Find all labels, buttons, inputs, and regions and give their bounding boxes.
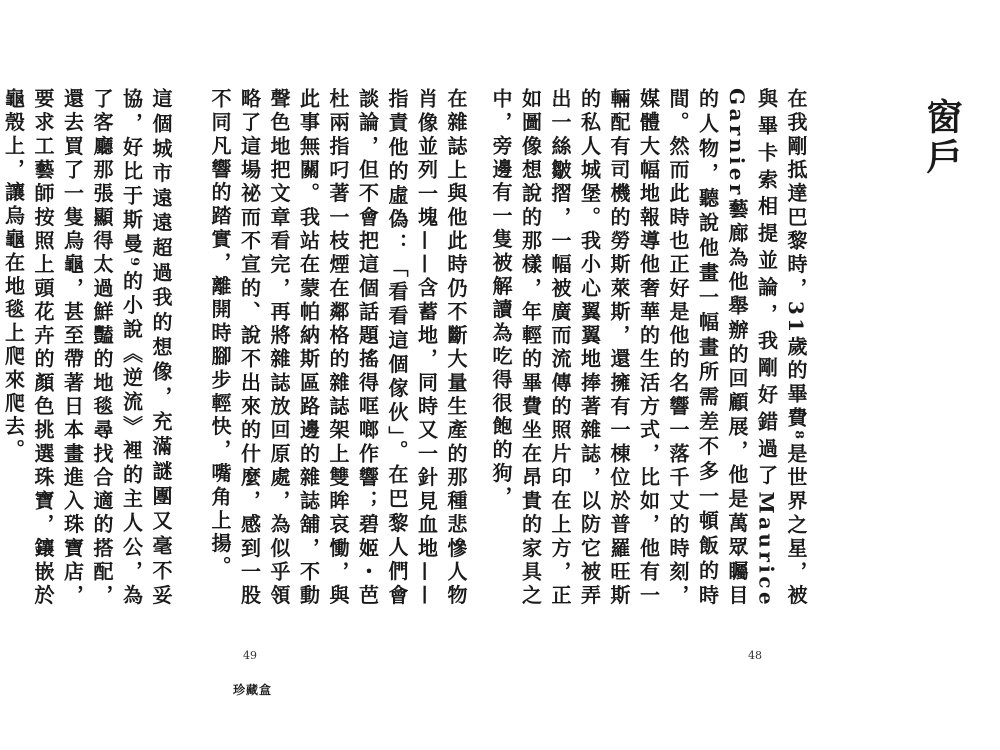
running-footer: 珍藏盒 (233, 683, 273, 697)
right-paragraph-1: 在我剛抵達巴黎時，31歲的畢費⁸是世界之星，被與畢卡索相提並論，我剛好錯過了Maurice Garnier藝廊為他舉辦的回顧展，他是萬眾矚目的人物，聽說他畫一幅畫所需差不多一頓飯的時間。然而此時也正好是他的名響一落千丈的時刻，媒體大幅地報導他奢華的生活方式，比如，他有一輛配有司機的勞斯萊斯，還擁有一棟位於普羅旺斯的私人城堡。我小心翼翼地捧著雜誌，以防它被弄出一絲皺摺，一幅被廣而流傳的照片印在上方，正如圖像想說的那樣，年輕的畢費坐在昂貴的家具之中，旁邊有一隻被解讀為吃得很飽的狗， (489, 88, 808, 608)
page-number-right: 48 (748, 649, 762, 662)
chapter-title: 窗戶 (921, 98, 963, 178)
page-number-left: 49 (243, 649, 257, 662)
right-page (489, 0, 1000, 750)
left-paragraph-1: 在雜誌上與他此時仍不斷大量生產的那種悲慘人物肖像並列一塊——含蓄地，同時又一針見血地——指責他的虛偽：「看看這個傢伙」。在巴黎人們會談論，但不會把這個話題搖得哐啷作響；碧姬・芭杜兩指叼著一枝煙在鄰格的雜誌架上雙眸哀慟，與此事無關。我站在蒙帕納斯區路邊的雜誌舖，不動聲色地把文章看完，再將雜誌放回原處，為似乎領略了這場祕而不宣的、說不出來的什麼，感到一股不同凡響的踏實，離開時腳步輕快，嘴角上揚。 (208, 88, 468, 608)
right-page-body (489, 88, 810, 608)
left-paragraph-2: 這個城市遠遠超過我的想像，充滿謎團又毫不妥協，好比于斯曼⁹的小說《逆流》裡的主人公，為了客廳那張顯得太過鮮豔的地毯尋找合適的搭配，還去買了一隻烏龜，甚至帶著日本畫進入珠寶店，要求工藝師按照上頭花卉的顏色挑選珠寶，鑲嵌於龜殼上，讓烏龜在地毯上爬來爬去。 (1, 88, 173, 608)
left-page-body (1, 88, 470, 608)
